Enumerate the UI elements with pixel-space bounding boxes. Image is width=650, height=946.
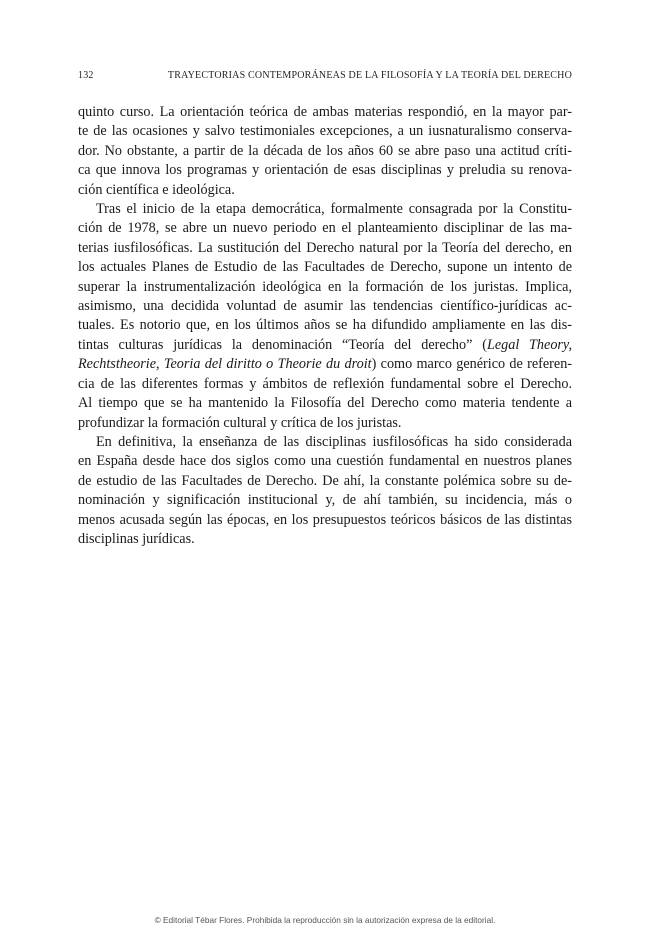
text-line: Al tiempo que se ha mantenido la Filosofía del Derecho como materia tendente a: [78, 395, 572, 412]
text-line: En definitiva, la enseñanza de las disciplinas iusfilosóficas ha sido considerada: [96, 433, 572, 450]
page-number: 132: [78, 70, 94, 81]
copyright-footer: © Editorial Tébar Flores. Prohibida la reproducción sin la autorización expresa de la editorial.: [154, 915, 496, 925]
text-segment: ,: [156, 356, 164, 373]
italic-term: Teoria del diritto o Theorie du droit: [163, 356, 372, 373]
text-segment: tintas culturas jurídicas la denominación “Teoría del derecho” (: [78, 336, 487, 353]
italic-term: Legal Theory,: [486, 336, 572, 353]
text-line: asimismo, una decidida voluntad de asumir las tendencias científico-jurídicas ac-: [78, 298, 572, 315]
body-text: [78, 103, 572, 549]
text-line: los actuales Planes de Estudio de las Facultades de Derecho, supone un intento de: [78, 259, 572, 276]
text-line: Tras el inicio de la etapa democrática, formalmente consagrada por la Constitu-: [96, 201, 572, 218]
text-line: de estudio de las Facultades de Derecho. De ahí, la constante polémica sobre su de-: [78, 472, 572, 489]
text-line: profundizar la formación cultural y crítica de los juristas.: [78, 414, 402, 431]
text-line: ción científica e ideológica.: [78, 181, 235, 198]
italic-term: Rechtstheorie: [78, 356, 157, 373]
paragraph-2: [78, 200, 572, 433]
page-header: [78, 70, 572, 84]
text-line: menos acusada según las épocas, en los presupuestos teóricos básicos de las distintas: [78, 511, 572, 528]
text-line: dor. No obstante, a partir de la década de los años 60 se abre paso una actitud críti-: [78, 142, 572, 159]
paragraph-3: [78, 433, 572, 549]
text-line: tuales. Es notorio que, en los últimos años se ha difundido ampliamente en las dis-: [78, 317, 572, 334]
running-title: TRAYECTORIAS CONTEMPORÁNEAS DE LA FILOSOFÍA Y LA TEORÍA DEL DERECHO: [167, 70, 572, 81]
text-line: [78, 355, 572, 374]
text-segment: ) como marco genérico de referen-: [371, 356, 573, 373]
text-line: ca que innova los programas y orientación de esas disciplinas y preludia su renova-: [78, 162, 572, 179]
text-line: disciplinas jurídicas.: [78, 530, 195, 547]
text-line: [78, 336, 572, 355]
text-line: nominación y significación institucional y, de ahí también, su incidencia, más o: [78, 492, 572, 509]
text-line: te de las ocasiones y salvo testimoniales excepciones, a un iusnaturalismo conserva-: [78, 123, 572, 140]
text-line: superar la instrumentalización ideológica en la formación de los juristas. Implica,: [78, 278, 572, 295]
text-line: terias iusfilosóficas. La sustitución del Derecho natural por la Teoría del derecho, en: [78, 239, 572, 256]
text-line: quinto curso. La orientación teórica de ambas materias respondió, en la mayor par-: [78, 104, 572, 120]
text-line: ción de 1978, se abre un nuevo periodo en el planteamiento disciplinar de las ma-: [78, 220, 572, 237]
paragraph-1: [78, 103, 572, 200]
text-line: en España desde hace dos siglos como una cuestión fundamental en nuestros planes: [78, 453, 572, 470]
text-line: cia de las diferentes formas y ámbitos de reflexión fundamental sobre el Derecho.: [78, 375, 572, 392]
